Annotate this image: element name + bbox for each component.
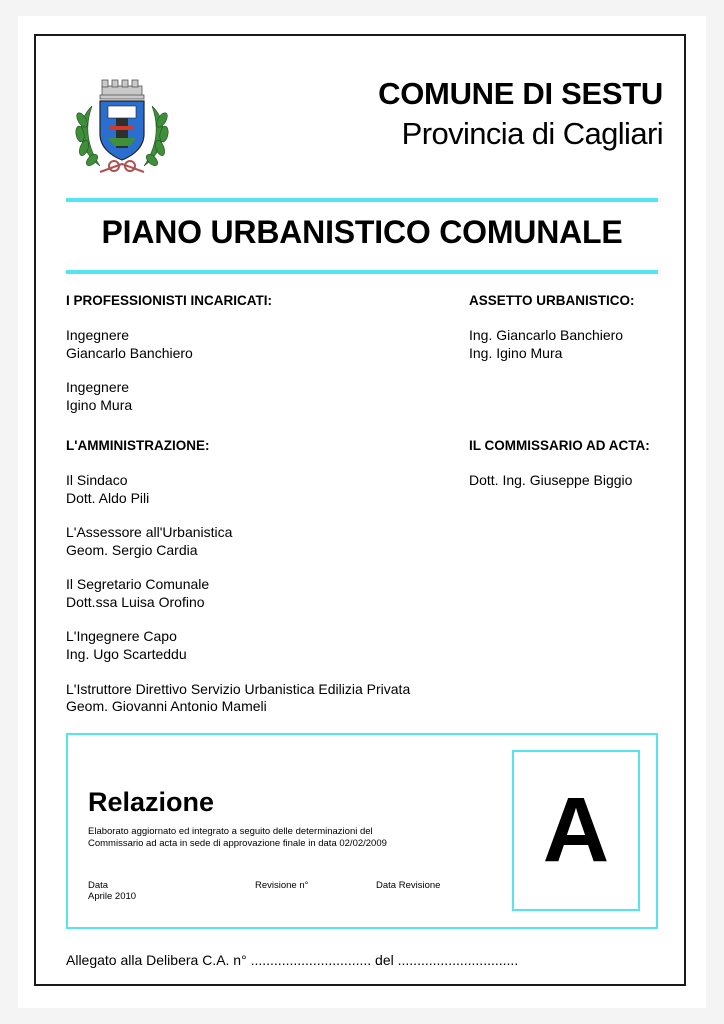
provincia-subtitle: Provincia di Cagliari — [401, 116, 663, 151]
admin-name: Geom. Sergio Cardia — [66, 542, 198, 558]
document-letter: A — [542, 779, 610, 881]
admin-role: Il Segretario Comunale — [66, 576, 210, 592]
admin-role: L'Ingegnere Capo — [66, 628, 177, 644]
accent-rule-top — [66, 198, 658, 202]
admin-name: Geom. Giovanni Antonio Mameli — [66, 698, 267, 714]
admin-name: Dott.ssa Luisa Orofino — [66, 594, 205, 610]
admin-name: Ing. Ugo Scarteddu — [66, 646, 187, 662]
accent-rule-bottom — [66, 270, 658, 274]
professionista-role: Ingegnere — [66, 327, 130, 343]
municipal-crest-icon — [70, 76, 174, 180]
relazione-description: Elaborato aggiornato ed integrato a seguito delle determinazioni del — [88, 826, 373, 837]
admin-role: Il Sindaco — [66, 472, 128, 488]
professionisti-heading: I PROFESSIONISTI INCARICATI: — [66, 293, 273, 308]
comune-title: COMUNE DI SESTU — [378, 76, 663, 111]
admin-role: L'Istruttore Direttivo Servizio Urbanistica Edilizia Privata — [66, 681, 411, 697]
relazione-description: Commissario ad acta in sede di approvazione finale in data 02/02/2009 — [88, 838, 387, 849]
relazione-title: Relazione — [88, 787, 215, 817]
professionista-name: Igino Mura — [66, 397, 133, 413]
assetto-heading: ASSETTO URBANISTICO: — [469, 293, 635, 308]
plan-title: PIANO URBANISTICO COMUNALE — [101, 214, 623, 250]
commissario-name: Dott. Ing. Giuseppe Biggio — [469, 472, 633, 488]
allegato-line: Allegato alla Delibera C.A. n° ............................... del ............................... — [66, 952, 519, 968]
admin-role: L'Assessore all'Urbanistica — [66, 524, 233, 540]
amministrazione-heading: L'AMMINISTRAZIONE: — [66, 438, 210, 453]
assetto-name: Ing. Giancarlo Banchiero — [469, 327, 624, 343]
commissario-heading: IL COMMISSARIO AD ACTA: — [469, 438, 650, 453]
professionista-role: Ingegnere — [66, 379, 130, 395]
revisione-label: Revisione n° — [255, 880, 309, 891]
data-revisione-label: Data Revisione — [376, 880, 441, 891]
data-label: Data — [88, 880, 109, 891]
professionista-name: Giancarlo Banchiero — [66, 345, 193, 361]
assetto-name: Ing. Igino Mura — [469, 345, 563, 361]
data-value: Aprile 2010 — [88, 891, 137, 902]
admin-name: Dott. Aldo Pili — [66, 490, 150, 506]
